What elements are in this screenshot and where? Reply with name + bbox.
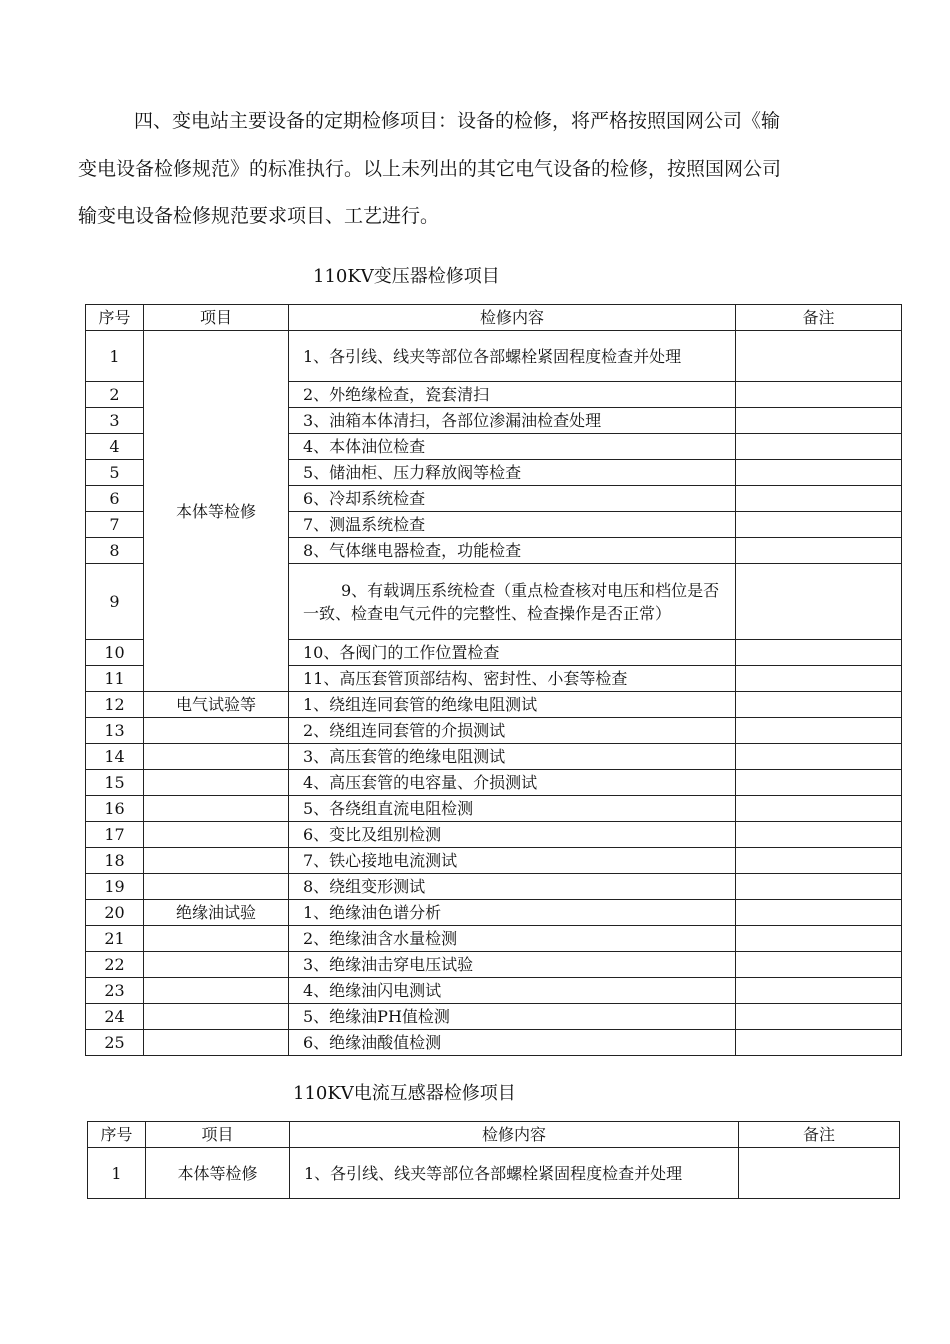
row-content: 8、气体继电器检查，功能检查: [289, 538, 736, 564]
row-note: [736, 408, 902, 434]
row-no: 5: [86, 460, 144, 486]
intro-line-2: 变电设备检修规范》的标准执行。以上未列出的其它电气设备的检修，按照国网公司: [78, 157, 782, 180]
row-content: 1、各引线、线夹等部位各部螺栓紧固程度检查并处理: [289, 331, 736, 382]
header-no: 序号: [88, 1122, 146, 1148]
row-note: [736, 640, 902, 666]
table-row: [88, 1148, 900, 1199]
row-no: 4: [86, 434, 144, 460]
current-transformer-maintenance-table: [87, 1121, 900, 1199]
table-row: [86, 874, 902, 900]
group-cell: 本体等检修: [146, 1148, 290, 1199]
table-row: [86, 848, 902, 874]
row-note: [736, 486, 902, 512]
row-content: 7、铁心接地电流测试: [289, 848, 736, 874]
table-row: [86, 692, 902, 718]
table-header-row: [88, 1122, 900, 1148]
row-note: [736, 666, 902, 692]
table-row: [86, 822, 902, 848]
row-no: 9: [86, 564, 144, 640]
row-no: 1: [88, 1148, 146, 1199]
group-cell: 本体等检修: [144, 331, 289, 692]
group-cell-empty: [144, 770, 289, 796]
row-no: 1: [86, 331, 144, 382]
group-cell-empty: [144, 926, 289, 952]
group-cell: 电气试验等: [144, 692, 289, 718]
header-item: 项目: [146, 1122, 290, 1148]
header-content: 检修内容: [290, 1122, 739, 1148]
table-row: [86, 1030, 902, 1056]
transformer-maintenance-table: [85, 304, 902, 1056]
row-note: [736, 744, 902, 770]
intro-line-3: 输变电设备检修规范要求项目、工艺进行。: [78, 205, 440, 227]
table-row: [86, 744, 902, 770]
row-note: [736, 460, 902, 486]
row-content: 2、绕组连同套管的介损测试: [289, 718, 736, 744]
row-no: 21: [86, 926, 144, 952]
row-no: 19: [86, 874, 144, 900]
row-no: 25: [86, 1030, 144, 1056]
row-content: 7、测温系统检查: [289, 512, 736, 538]
row-note: [736, 796, 902, 822]
header-no: 序号: [86, 305, 144, 331]
group-cell-empty: [144, 796, 289, 822]
row-note: [736, 538, 902, 564]
row-content: 10、各阀门的工作位置检查: [289, 640, 736, 666]
row-no: 11: [86, 666, 144, 692]
group-cell-empty: [144, 952, 289, 978]
group-cell-empty: [144, 718, 289, 744]
row-no: 2: [86, 382, 144, 408]
header-item: 项目: [144, 305, 289, 331]
row-no: 16: [86, 796, 144, 822]
row-content: 3、绝缘油击穿电压试验: [289, 952, 736, 978]
row-content: 6、绝缘油酸值检测: [289, 1030, 736, 1056]
table-row: [86, 1004, 902, 1030]
row-note: [736, 822, 902, 848]
group-cell-empty: [144, 978, 289, 1004]
row-note: [736, 848, 902, 874]
row-note: [736, 331, 902, 382]
group-cell-empty: [144, 1004, 289, 1030]
table-header-row: [86, 305, 902, 331]
row-no: 18: [86, 848, 144, 874]
row-content: 4、高压套管的电容量、介损测试: [289, 770, 736, 796]
row-note: [736, 952, 902, 978]
row-no: 22: [86, 952, 144, 978]
table-row: [86, 796, 902, 822]
row-note: [736, 874, 902, 900]
table2-caption: 110KV电流互感器检修项目: [293, 1083, 516, 1104]
row-note: [736, 564, 902, 640]
row-content: 11、高压套管顶部结构、密封性、小套等检查: [289, 666, 736, 692]
row-note: [736, 434, 902, 460]
row-content: 2、外绝缘检查，瓷套清扫: [289, 382, 736, 408]
row-content: 5、绝缘油PH值检测: [289, 1004, 736, 1030]
table-row: [86, 718, 902, 744]
row-no: 6: [86, 486, 144, 512]
row-no: 17: [86, 822, 144, 848]
group-cell: 绝缘油试验: [144, 900, 289, 926]
row-no: 10: [86, 640, 144, 666]
row-content: 4、绝缘油闪电测试: [289, 978, 736, 1004]
row-no: 7: [86, 512, 144, 538]
row-note: [736, 692, 902, 718]
row-note: [736, 1030, 902, 1056]
group-cell-empty: [144, 1030, 289, 1056]
row-note: [736, 770, 902, 796]
group-cell-empty: [144, 744, 289, 770]
header-content: 检修内容: [289, 305, 736, 331]
row-no: 20: [86, 900, 144, 926]
row-content: 6、冷却系统检查: [289, 486, 736, 512]
row-content: 8、绕组变形测试: [289, 874, 736, 900]
row-note: [736, 978, 902, 1004]
row-content: 6、变比及组别检测: [289, 822, 736, 848]
table-row: [86, 926, 902, 952]
row-content: 9、有载调压系统检查（重点检查核对电压和档位是否一致、检查电气元件的完整性、检查操作是否正常）: [289, 564, 736, 640]
row-no: 23: [86, 978, 144, 1004]
row-note: [736, 926, 902, 952]
group-cell-empty: [144, 848, 289, 874]
row-no: 24: [86, 1004, 144, 1030]
intro-line-1: 四、变电站主要设备的定期检修项目：设备的检修，将严格按照国网公司《输: [134, 110, 781, 132]
row-no: 3: [86, 408, 144, 434]
intro-paragraph: [78, 98, 908, 241]
group-cell-empty: [144, 874, 289, 900]
table-row: [86, 978, 902, 1004]
row-content: 5、各绕组直流电阻检测: [289, 796, 736, 822]
table-row: [86, 900, 902, 926]
row-content: 1、各引线、线夹等部位各部螺栓紧固程度检查并处理: [290, 1148, 739, 1199]
row-note: [739, 1148, 900, 1199]
row-note: [736, 382, 902, 408]
row-note: [736, 512, 902, 538]
group-cell-empty: [144, 822, 289, 848]
table-row: [86, 952, 902, 978]
table-row: [86, 770, 902, 796]
row-content: 1、绕组连同套管的绝缘电阻测试: [289, 692, 736, 718]
row-content: 1、绝缘油色谱分析: [289, 900, 736, 926]
row-no: 12: [86, 692, 144, 718]
header-note: 备注: [736, 305, 902, 331]
header-note: 备注: [739, 1122, 900, 1148]
row-no: 8: [86, 538, 144, 564]
row-content: 3、油箱本体清扫，各部位渗漏油检查处理: [289, 408, 736, 434]
row-content: 2、绝缘油含水量检测: [289, 926, 736, 952]
row-content: 4、本体油位检查: [289, 434, 736, 460]
row-content: 5、储油柜、压力释放阀等检查: [289, 460, 736, 486]
row-content: 3、高压套管的绝缘电阻测试: [289, 744, 736, 770]
table1-caption: 110KV变压器检修项目: [313, 266, 500, 287]
row-no: 14: [86, 744, 144, 770]
table-row: [86, 331, 902, 382]
row-note: [736, 900, 902, 926]
row-note: [736, 718, 902, 744]
row-no: 15: [86, 770, 144, 796]
row-note: [736, 1004, 902, 1030]
row-no: 13: [86, 718, 144, 744]
